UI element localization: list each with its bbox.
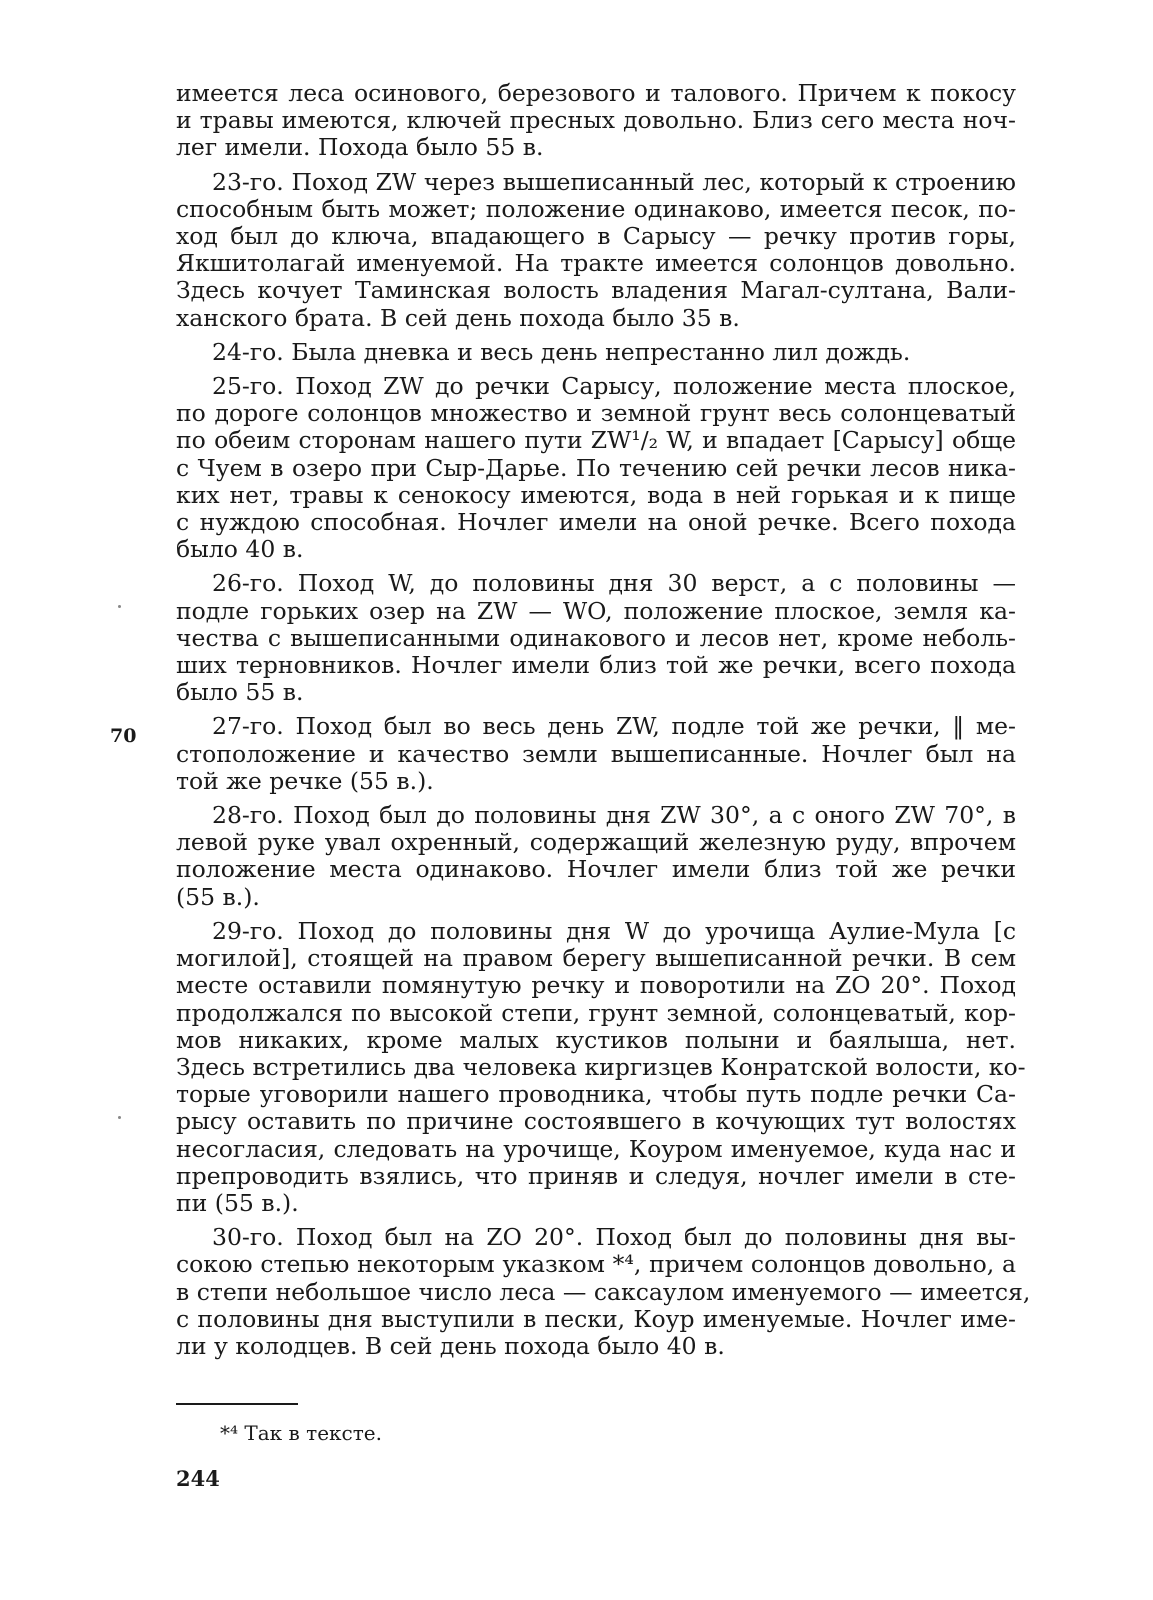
- paragraph: [176, 802, 1016, 911]
- paragraph: [176, 1223, 1031, 1360]
- text-line: положение места одинаково. Ночлег имели близ той же речки: [176, 855, 1016, 884]
- text-line: 29-го. Поход до половины дня W до урочища Аулие-Мула [с: [212, 916, 1016, 945]
- text-line: могилой], стоящей на правом берегу вышеписанной речки. В сем: [176, 944, 1016, 973]
- footnote-marker: *⁴: [220, 1421, 239, 1445]
- text-line: 26-го. Поход W, до половины дня 30 верст, а с половины —: [212, 569, 1016, 598]
- text-line: с нуждою способная. Ночлег имели на оной речке. Всего похода: [176, 508, 1016, 537]
- paragraph: [176, 373, 1016, 563]
- text-line: в степи небольшое число леса — саксаулом именуемого — имеется,: [176, 1277, 1031, 1306]
- text-line: пи (55 в.).: [176, 1188, 299, 1217]
- text-line: 27-го. Поход был во весь день ZW, подле той же речки, ‖ ме-: [212, 712, 1016, 741]
- text-line: 24-го. Была дневка и весь день непрестанно лил дождь.: [212, 337, 911, 366]
- text-line: 28-го. Поход был до половины дня ZW 30°, а с оного ZW 70°, в: [212, 801, 1016, 830]
- text-line: ханского брата. В сей день похода было 35 в.: [176, 303, 740, 332]
- text-line: чества с вышеписанными одинакового и лесов нет, кроме неболь-: [176, 623, 1016, 652]
- text-line: продолжался по высокой степи, грунт земной, солонцеватый, кор-: [176, 998, 1016, 1027]
- text-line: было 55 в.: [176, 678, 304, 707]
- paragraph: [176, 713, 1016, 795]
- text-line: ших терновников. Ночлег имели близ той же речки, всего похода: [176, 651, 1016, 680]
- text-line: ких нет, травы к сенокосу имеются, вода в ней горькая и к пище: [176, 480, 1016, 509]
- text-line: сокою степью некоторым указком *⁴, причем солонцов довольно, а: [176, 1250, 1016, 1279]
- footnote-rule: [176, 1403, 298, 1405]
- footnote: [220, 1421, 382, 1445]
- text-line: рысу оставить по причине состоявшего в кочующих тут волостях: [176, 1107, 1016, 1136]
- body-text: [176, 79, 1031, 1360]
- text-line: 25-го. Поход ZW до речки Сарысу, положение места плоское,: [212, 372, 1016, 401]
- text-line: Здесь кочует Таминская волость владения Магал-султана, Вали-: [176, 276, 1016, 305]
- text-line: 30-го. Поход был на ZO 20°. Поход был до половины дня вы-: [212, 1223, 1016, 1252]
- margin-dot: [118, 1116, 121, 1119]
- text-line: ход был до ключа, впадающего в Сарысу — речку против горы,: [176, 222, 1016, 251]
- text-line: по обеим сторонам нашего пути ZW¹/₂ W, и впадает [Сарысу] обще: [176, 426, 1016, 455]
- text-line: Якшитолагай именуемой. На тракте имеется солонцов довольно.: [176, 249, 1016, 278]
- text-line: и травы имеются, ключей пресных довольно. Близ сего места ноч-: [176, 106, 1016, 135]
- paragraph: [176, 80, 1016, 162]
- text-line: лег имели. Похода было 55 в.: [176, 133, 544, 162]
- text-line: по дороге солонцов множество и земной грунт весь солонцеватый: [176, 399, 1016, 428]
- paragraph: [176, 169, 1016, 332]
- text-line: способным быть может; положение одинаково, имеется песок, по-: [176, 194, 1016, 223]
- paragraph: [176, 570, 1016, 706]
- margin-page-marker: 70: [110, 725, 137, 747]
- text-line: препроводить взялись, что приняв и следуя, ночлег имели в сте-: [176, 1161, 1016, 1190]
- text-line: месте оставили помянутую речку и поворотили на ZO 20°. Поход: [176, 971, 1016, 1000]
- text-line: 23-го. Поход ZW через вышеписанный лес, который к строению: [212, 167, 1016, 196]
- page-number: 244: [176, 1466, 220, 1491]
- text-line: торые уговорили нашего проводника, чтобы путь подле речки Са-: [176, 1080, 1016, 1109]
- text-line: левой руке увал охренный, содержащий железную руду, впрочем: [176, 828, 1016, 857]
- text-line: той же речке (55 в.).: [176, 766, 434, 795]
- text-line: Здесь встретились два человека киргизцев Конратской волости, ко-: [176, 1052, 1026, 1081]
- text-line: (55 в.).: [176, 882, 260, 911]
- text-line: было 40 в.: [176, 535, 304, 564]
- text-line: несогласия, следовать на урочище, Коуром именуемое, куда нас и: [176, 1134, 1016, 1163]
- text-line: имеется леса осинового, березового и талового. Причем к покосу: [176, 79, 1016, 107]
- text-line: с Чуем в озеро при Сыр-Дарье. По течению сей речки лесов никa-: [176, 453, 1016, 482]
- paragraph: [176, 916, 1026, 1217]
- margin-dot: [118, 605, 121, 608]
- text-line: мов никаких, кроме малых кустиков полыни и баялыша, нет.: [176, 1025, 1016, 1054]
- text-line: ли у колодцев. В сей день похода было 40 в.: [176, 1331, 725, 1360]
- text-line: стоположение и качество земли вышеписанные. Ночлег был на: [176, 739, 1016, 768]
- text-line: подле горьких озер на ZW — WO, положение плоское, земля ка-: [176, 596, 1016, 625]
- footnote-text: Так в тексте.: [244, 1421, 382, 1445]
- text-line: с половины дня выступили в пески, Коур именуемые. Ночлег име-: [176, 1304, 1016, 1333]
- paragraph: [176, 339, 1016, 366]
